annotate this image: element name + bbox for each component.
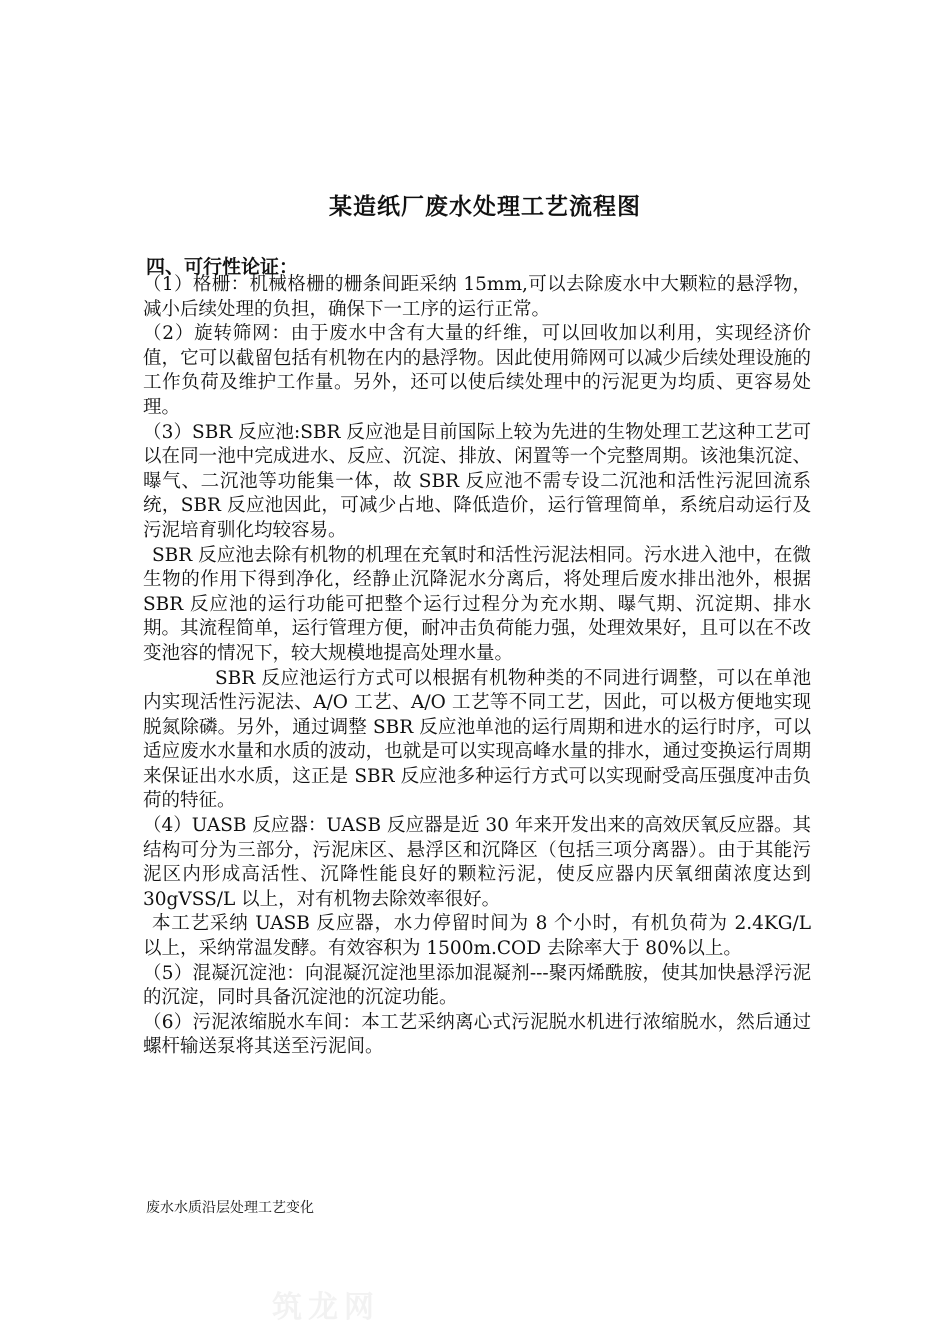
paragraph-sbr-operation: SBR 反应池运行方式可以根据有机物种类的不同进行调整，可以在单池内实现活性污泥法、A/O 工艺、A/O 工艺等不同工艺，因此，可以极方便地实现脱氮除磷。另外，通过调整 SBR 反应池单池的运行周期和进水的运行时序，可以适应废水水量和水质的波动，也就是可以实现高峰水量的排水，通过变换运行周期来保证出水水质，这正是 SBR 反应池多种运行方式可以实现耐受高压强度冲击负荷的特征。 [143,667,811,812]
paragraph-sludge-dewatering: （6）污泥浓缩脱水车间：本工艺采纳离心式污泥脱水机进行浓缩脱水，然后通过螺杆输送泵将其送至污泥间。 [143,1011,811,1058]
paragraph-sbr: （3）SBR 反应池:SBR 反应池是目前国际上较为先进的生物处理工艺这种工艺可以在同一池中完成进水、反应、沉淀、排放、闲置等一个完整周期。该池集沉淀、曝气、二沉池等功能集一体，故 SBR 反应池不需专设二沉池和活性污泥回流系统，SBR 反应池因此，可减少占地、降低造价，运行管理简单，系统启动运行及污泥培育驯化均较容易。 [143,421,811,541]
paragraph-sbr-mechanism: SBR 反应池去除有机物的机理在充氧时和活性污泥法相同。污水进入池中，在微生物的作用下得到净化，经静止沉降泥水分离后，将处理后废水排出池外，根据 SBR 反应池的运行功能可把整个运行过程分为充水期、曝气期、沉淀期、排水期。其流程简单，运行管理方便，耐冲击负荷能力强，处理效果好，且可以在不改变池容的情况下，较大规模地提高处理水量。 [143,544,811,664]
paragraph-uasb-process: 本工艺采纳 UASB 反应器，水力停留时间为 8 个小时，有机负荷为 2.4KG/L 以上，采纳常温发酵。有效容积为 1500m.COD 去除率大于 80%以上。 [143,913,811,960]
paragraph-uasb: （4）UASB 反应器：UASB 反应器是近 30 年来开发出来的高效厌氧反应器。其结构可分为三部分，污泥床区、悬浮区和沉降区（包括三项分离器）。由于其能污泥区内形成高活性、沉降性能良好的颗粒污泥，使反应器内厌氧细菌浓度达到 30gVSS/L 以上，对有机物去除效率很好。 [143,815,811,910]
section-heading: 四、可行性论证： [146,256,299,278]
document-title: 某造纸厂废水处理工艺流程图 [329,193,641,220]
document-body [143,273,811,1060]
watermark: 筑龙网 [272,1290,380,1325]
figure-caption: 废水水质沿层处理工艺变化 [146,1200,314,1216]
paragraph-rotary-screen: （2）旋转筛网：由于废水中含有大量的纤维，可以回收加以利用，实现经济价值，它可以截留包括有机物在内的悬浮物。因此使用筛网可以减少后续处理设施的工作负荷及维护工作量。另外，还可以使后续处理中的污泥更为均质、更容易处理。 [143,323,811,418]
paragraph-grille: （1）格栅：机械格栅的栅条间距采纳 15mm,可以去除废水中大颗粒的悬浮物，减小后续处理的负担，确保下一工序的运行正常。 [143,274,811,320]
paragraph-coagulation: （5）混凝沉淀池：向混凝沉淀池里添加混凝剂---聚丙烯酰胺，使其加快悬浮污泥的沉淀，同时具备沉淀池的沉淀功能。 [143,962,811,1009]
